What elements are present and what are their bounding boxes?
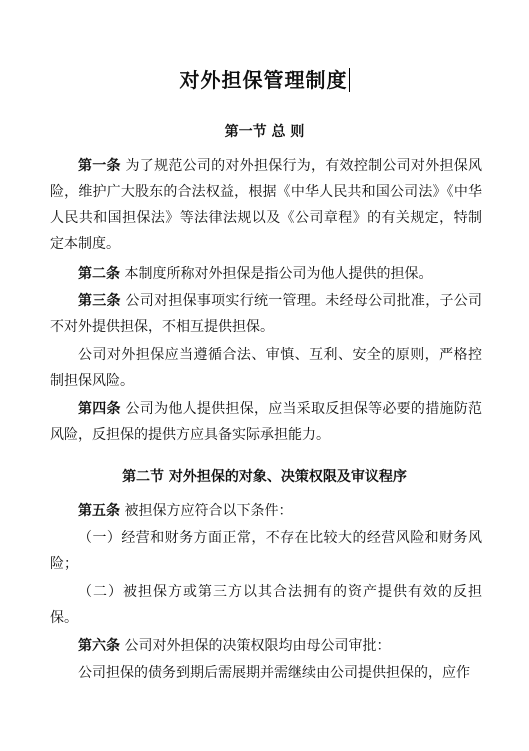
article-3-label: 第三条 [78,293,121,309]
document-title [0,64,529,93]
article-2-text: 本制度所称对外担保是指公司为他人提供的担保。 [120,266,433,282]
article-3-continuation [50,342,482,394]
article-3-continuation-text: 公司对外担保应当遵循合法、审慎、互利、安全的原则，严格控制担保风险。 [50,347,482,389]
article-6-text: 公司对外担保的决策权限均由母公司审批： [120,638,391,654]
section-heading-general: 第一节 总 则 [224,124,305,140]
article-4-paragraph [50,396,482,448]
article-6-continuation-text: 公司担保的债务到期后需展期并需继续由公司提供担保的，应作 [78,665,470,681]
article-5-paragraph [50,498,482,524]
article-6-continuation [50,660,482,686]
article-4-text: 公司为他人提供担保，应当采取反担保等必要的措施防范风险，反担保的提供方应具备实际承担能力。 [50,401,482,443]
article-3-text: 公司对担保事项实行统一管理。未经母公司批准，子公司不对外提供担保，不相互提供担保。 [50,293,482,335]
text-cursor [349,68,350,92]
article-1-paragraph [50,153,482,257]
document-title-text: 对外担保管理制度 [179,68,348,92]
article-3-paragraph [50,288,482,340]
article-2-paragraph [50,261,482,287]
article-2-label: 第二条 [78,266,120,282]
article-5-item-1-text: （一）经营和财务方面正常，不存在比较大的经营风险和财务风险； [50,530,482,572]
article-5-item-2 [50,579,482,631]
article-6-label: 第六条 [78,638,120,654]
article-1-label: 第一条 [78,158,121,174]
article-4-label: 第四条 [78,401,121,417]
article-1-text: 为了规范公司的对外担保行为，有效控制公司对外担保风险，维护广大股东的合法权益，根据《中华人民共和国公司法》《中华人民共和国担保法》等法律法规以及《公司章程》的有关规定，特制定本制度。 [50,158,482,252]
article-5-label: 第五条 [78,503,120,519]
article-6-paragraph [50,633,482,659]
article-5-text: 被担保方应符合以下条件： [120,503,293,519]
article-5-item-1 [50,525,482,577]
article-5-item-2-text: （二）被担保方或第三方以其合法拥有的资产提供有效的反担保。 [50,584,482,626]
section-heading-guarantee-objects: 第二节 对外担保的对象、决策权限及审议程序 [122,469,407,485]
